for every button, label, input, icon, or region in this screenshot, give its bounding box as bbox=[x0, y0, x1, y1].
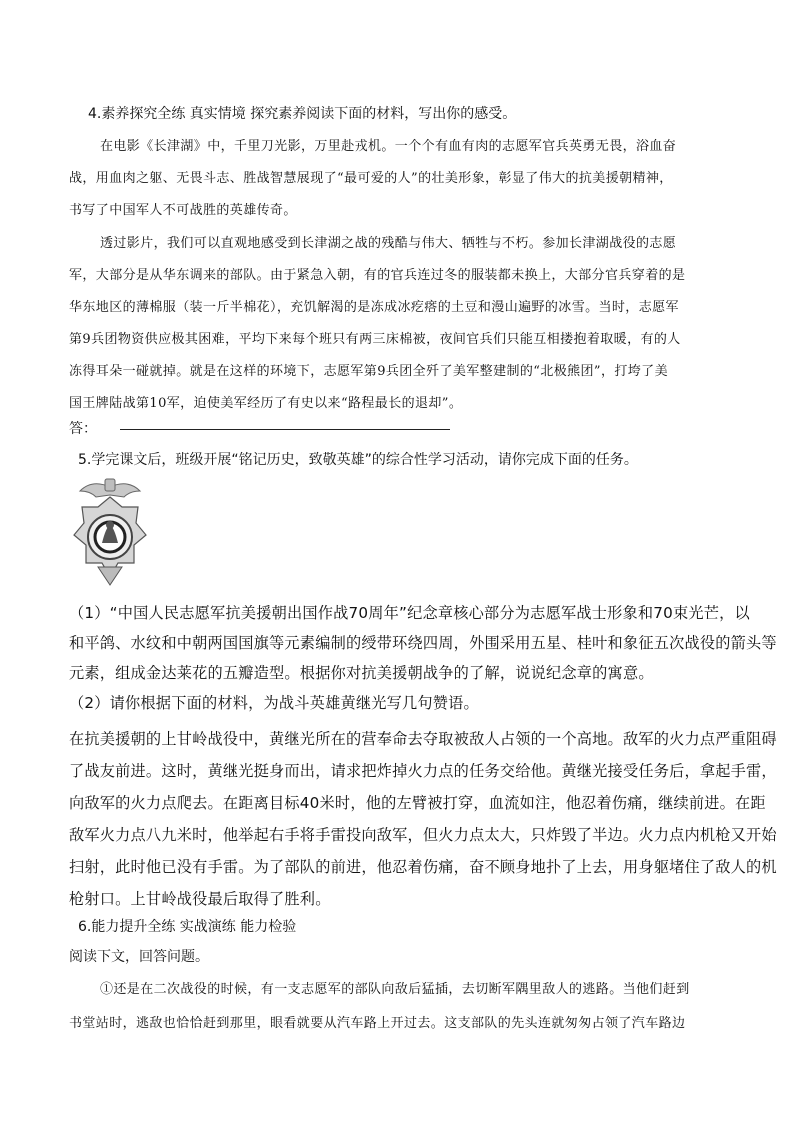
q5-material-line-6: 枪射口。上甘岭战役最后取得了胜利。 bbox=[69, 890, 331, 908]
q4-paragraph-2-line-6: 国王牌陆战第10军，迫使美军经历了有史以来“路程最长的退却”。 bbox=[69, 396, 463, 411]
commemorative-medal-image bbox=[72, 477, 148, 589]
q4-paragraph-1-line-2: 战，用血肉之躯、无畏斗志、胜战智慧展现了“最可爱的人”的壮美形象，彰显了伟大的抗美援朝精神， bbox=[69, 171, 673, 186]
q5-sub1-line-3: 元素，组成金达莱花的五瓣造型。根据你对抗美援朝战争的了解，说说纪念章的寓意。 bbox=[69, 664, 654, 682]
q4-paragraph-2-line-3: 华东地区的薄棉服（装一斤半棉花），充饥解渴的是冻成冰疙瘩的土豆和漫山遍野的冰雪。当时，志愿军 bbox=[69, 300, 679, 315]
q6-paragraph-1-line-2: 书堂站时，逃敌也恰恰赶到那里，眼看就要从汽车路上开过去。这支部队的先头连就匆匆占领了汽车路边 bbox=[69, 1016, 686, 1031]
q4-paragraph-2-line-1: 透过影片，我们可以直观地感受到长津湖之战的残酷与伟大、牺牲与不朽。参加长津湖战役的志愿 bbox=[100, 236, 677, 251]
q6-paragraph-1-line-1: ①还是在二次战役的时候，有一支志愿军的部队向敌后猛插，去切断军隅里敌人的逃路。当他们赶到 bbox=[100, 982, 690, 997]
q4-paragraph-1-line-1: 在电影《长津湖》中，千里刀光影，万里赴戎机。一个个有血有肉的志愿军官兵英勇无畏，浴血奋 bbox=[100, 139, 677, 154]
q4-paragraph-2-line-2: 军，大部分是从华东调来的部队。由于紧急入朝，有的官兵连过冬的服装都未换上，大部分官兵穿着的是 bbox=[69, 268, 686, 283]
q4-title: 4.素养探究全练 真实情境 探究素养阅读下面的材料，写出你的感受。 bbox=[88, 106, 517, 122]
q5-sub1-line-1: （1）“中国人民志愿军抗美援朝出国作战70周年”纪念章核心部分为志愿军战士形象和70束光芒，以 bbox=[69, 604, 750, 622]
q4-answer-label: 答： bbox=[69, 421, 97, 437]
q5-material-line-1: 在抗美援朝的上甘岭战役中，黄继光所在的营奉命去夺取被敌人占领的一个高地。敌军的火力点严重阻碍 bbox=[69, 730, 777, 748]
q4-paragraph-1-line-3: 书写了中国军人不可战胜的英雄传奇。 bbox=[69, 203, 297, 218]
q6-title: 6.能力提升全练 实战演练 能力检验 bbox=[78, 919, 297, 935]
q4-paragraph-2-line-5: 冻得耳朵一碰就掉。就是在这样的环境下，志愿军第9兵团全歼了美军整建制的“北极熊团”，打垮了美 bbox=[69, 364, 668, 379]
q5-material-line-5: 扫射，此时他已没有手雷。为了部队的前进，他忍着伤痛，奋不顾身地扑了上去，用身躯堵住了敌人的机 bbox=[69, 858, 777, 876]
q5-title: 5.学完课文后，班级开展“铭记历史，致敬英雄”的综合性学习活动，请你完成下面的任务。 bbox=[78, 452, 638, 468]
q5-sub2: （2）请你根据下面的材料，为战斗英雄黄继光写几句赞语。 bbox=[69, 694, 479, 712]
q5-material-line-4: 敌军火力点八九米时，他举起右手将手雷投向敌军，但火力点太大，只炸毁了半边。火力点内机枪又开始 bbox=[69, 826, 777, 844]
q4-answer-line[interactable] bbox=[120, 429, 450, 430]
q5-material-line-3: 向敌军的火力点爬去。在距离目标40米时，他的左臂被打穿，血流如注，他忍着伤痛，继续前进。在距 bbox=[69, 794, 766, 812]
q4-paragraph-2-line-4: 第9兵团物资供应极其困难，平均下来每个班只有两三床棉被，夜间官兵们只能互相搂抱着取暖，有的人 bbox=[69, 332, 681, 347]
q5-sub1-line-2: 和平鸽、水纹和中朝两国国旗等元素编制的绶带环绕四周，外围采用五星、桂叶和象征五次战役的箭头等 bbox=[69, 634, 777, 652]
q5-material-line-2: 了战友前进。这时，黄继光挺身而出，请求把炸掉火力点的任务交给他。黄继光接受任务后，拿起手雷， bbox=[69, 762, 777, 780]
q6-instruction: 阅读下文，回答问题。 bbox=[69, 949, 209, 965]
